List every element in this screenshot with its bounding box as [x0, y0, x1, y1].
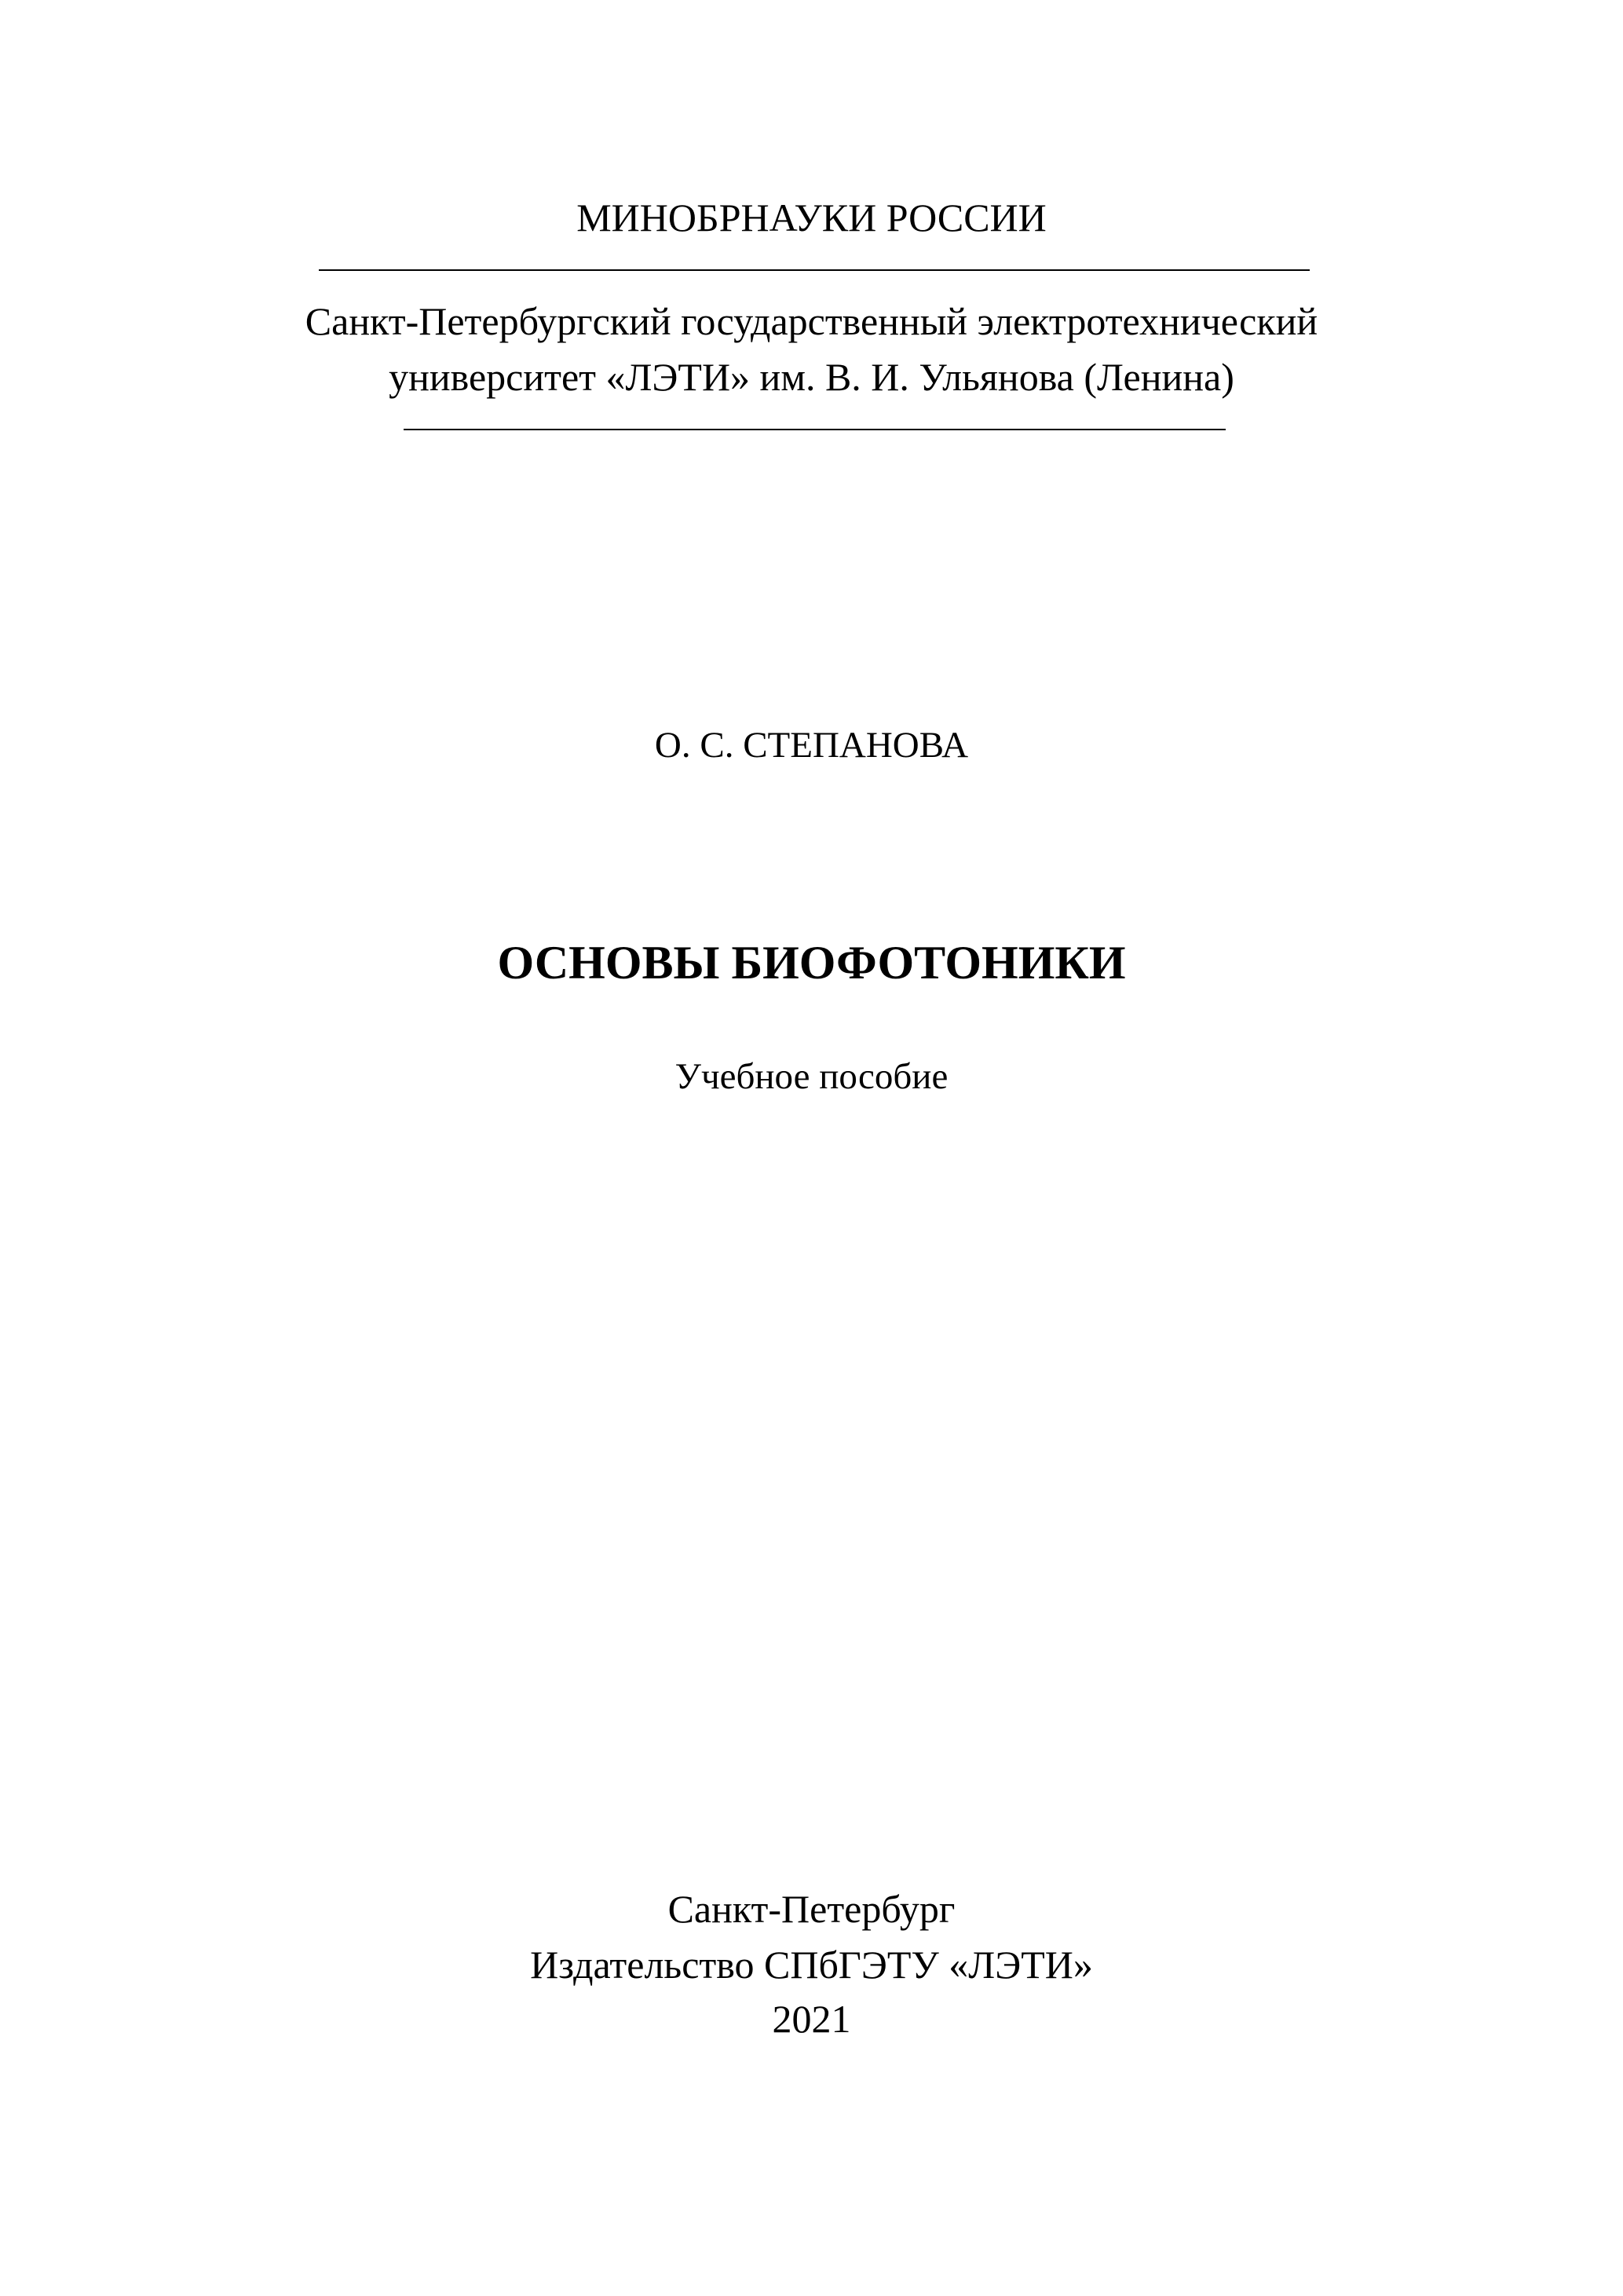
publication-year: 2021	[772, 1997, 851, 2041]
author-name: О. С. СТЕПАНОВА	[654, 725, 969, 766]
university-name-line-2: университет «ЛЭТИ» им. В. И. Ульянова (Ленина)	[389, 355, 1234, 399]
university-name-line-1: Санкт-Петербургский государственный электротехнический	[305, 299, 1318, 343]
header-divider	[319, 269, 1310, 271]
book-subtitle: Учебное пособие	[674, 1056, 949, 1097]
ministry-name: МИНОБРНАУКИ РОССИИ	[576, 196, 1047, 239]
book-title: ОСНОВЫ БИОФОТОНИКИ	[497, 937, 1126, 989]
university-divider	[404, 429, 1226, 430]
publisher-name: Издательство СПбГЭТУ «ЛЭТИ»	[530, 1943, 1093, 1987]
publication-city: Санкт-Петербург	[667, 1887, 956, 1931]
